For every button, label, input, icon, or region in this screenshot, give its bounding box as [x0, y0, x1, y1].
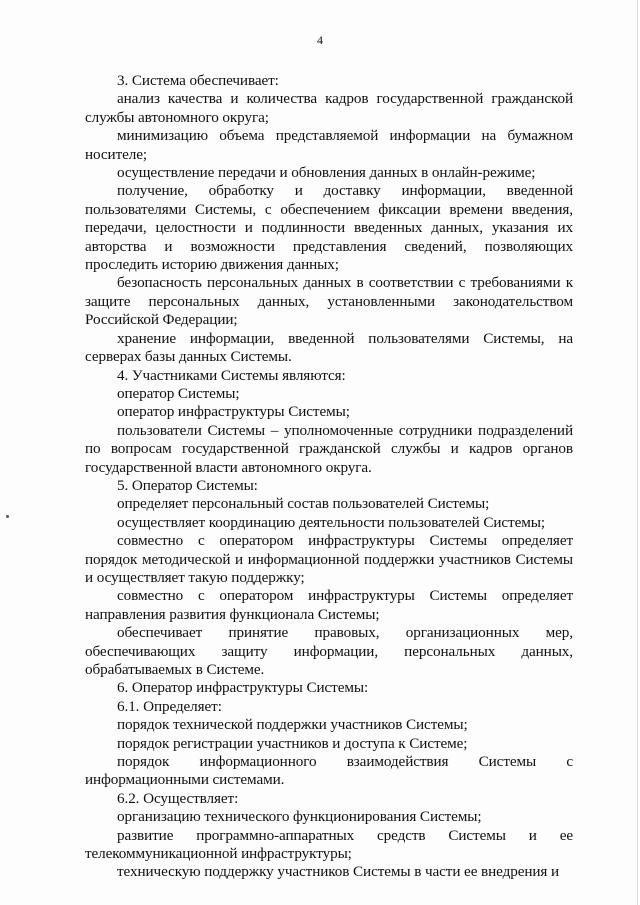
paragraph: порядок регистрации участников и доступа к Системе; [117, 734, 468, 752]
page-edge-shadow [637, 0, 638, 905]
paragraph: 3. Система обеспечивает: [117, 72, 279, 89]
paragraph: минимизацию объема представляемой информации на бумажном носителе; [85, 127, 573, 163]
paragraph: совместно с оператором инфраструктуры Системы определяет направления развития функционала Системы; [85, 587, 573, 623]
paragraph: получение, обработку и доставку информации, введенной пользователями Системы, с обеспечением фиксации времени введения, передачи, целостности и подлинности введенных данных, указания их авторства и возможности представления сведений, позволяющих проследить историю движения данных; [85, 182, 573, 274]
paragraph: совместно с оператором инфраструктуры Системы определяет порядок методической и информационной поддержки участников Системы и осуществляет такую поддержку; [85, 532, 573, 586]
paragraph: определяет персональный состав пользователей Системы; [117, 495, 490, 513]
paragraph: анализ качества и количества кадров государственной гражданской службы автономного округа; [85, 90, 573, 126]
page-number: 4 [317, 33, 323, 47]
paragraph: порядок технической поддержки участников Системы; [117, 716, 468, 734]
paragraph: пользователи Системы – уполномоченные сотрудники подразделений по вопросам государственной гражданской службы и кадров органов государственной власти автономного округа. [85, 421, 573, 476]
paragraph: осуществляет координацию деятельности пользователей Системы; [117, 513, 545, 531]
paragraph: осуществление передачи и обновления данных в онлайн-режиме; [117, 164, 536, 182]
paragraph: 6. Оператор инфраструктуры Системы: [117, 679, 369, 697]
paragraph: 4. Участниками Системы являются: [117, 366, 346, 384]
paragraph: хранение информации, введенной пользователями Системы, на серверах базы данных Системы. [85, 329, 573, 366]
paragraph: 6.1. Определяет: [117, 697, 222, 715]
paragraph: оператор инфраструктуры Системы; [117, 403, 350, 421]
paragraph: 5. Оператор Системы: [117, 476, 258, 494]
paragraph: техническую поддержку участников Системы в части ее внедрения и [117, 863, 560, 881]
paragraph: обеспечивает принятие правовых, организационных мер, обеспечивающих защиту информации, персональных данных, обрабатываемых в Системе. [85, 624, 573, 678]
document-body [85, 72, 573, 882]
paragraph: 6.2. Осуществляет: [117, 789, 239, 807]
paragraph: организацию технического функционирования Системы; [117, 808, 482, 826]
paragraph: порядок информационного взаимодействия Системы с информационными системами. [85, 753, 573, 789]
scan-speck [6, 515, 9, 518]
paragraph: безопасность персональных данных в соответствии с требованиями к защите персональных данных, установленными законодательством Российской Федерации; [85, 274, 573, 329]
paragraph: оператор Системы; [117, 384, 240, 402]
paragraph: развитие программно-аппаратных средств Системы и ее телекоммуникационной инфраструктуры; [85, 826, 573, 863]
